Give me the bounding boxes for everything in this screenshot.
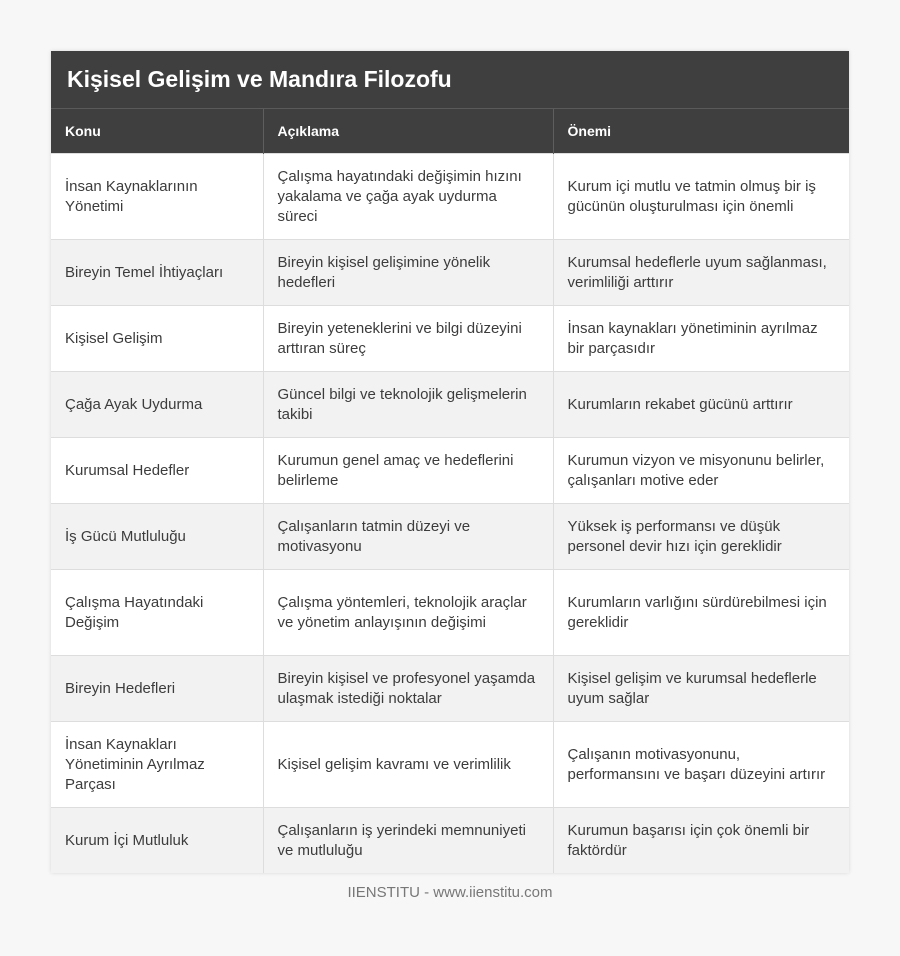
table-row xyxy=(51,808,849,874)
header-row xyxy=(51,109,849,154)
cell-onemi: Kişisel gelişim ve kurumsal hedeflerle uyum sağlar xyxy=(553,656,849,722)
data-table xyxy=(51,109,849,873)
table-row xyxy=(51,154,849,240)
cell-onemi: Kurum içi mutlu ve tatmin olmuş bir iş gücünün oluşturulması için önemli xyxy=(553,154,849,240)
cell-konu: Kurumsal Hedefler xyxy=(51,438,263,504)
cell-konu: Kurum İçi Mutluluk xyxy=(51,808,263,874)
table-row xyxy=(51,722,849,808)
cell-aciklama: Bireyin kişisel ve profesyonel yaşamda ulaşmak istediği noktalar xyxy=(263,656,553,722)
cell-konu: Bireyin Temel İhtiyaçları xyxy=(51,240,263,306)
column-header-onemi: Önemi xyxy=(553,109,849,154)
table-row xyxy=(51,570,849,656)
cell-konu: İnsan Kaynaklarının Yönetimi xyxy=(51,154,263,240)
table-row xyxy=(51,656,849,722)
cell-aciklama: Çalışma yöntemleri, teknolojik araçlar ve yönetim anlayışının değişimi xyxy=(263,570,553,656)
cell-onemi: Kurumların varlığını sürdürebilmesi için gereklidir xyxy=(553,570,849,656)
cell-konu: Çağa Ayak Uydurma xyxy=(51,372,263,438)
cell-aciklama: Kurumun genel amaç ve hedeflerini belirleme xyxy=(263,438,553,504)
cell-aciklama: Bireyin yeteneklerini ve bilgi düzeyini arttıran süreç xyxy=(263,306,553,372)
column-header-konu: Konu xyxy=(51,109,263,154)
table-row xyxy=(51,240,849,306)
cell-aciklama: Çalışma hayatındaki değişimin hızını yakalama ve çağa ayak uydurma süreci xyxy=(263,154,553,240)
table-header xyxy=(51,109,849,154)
cell-onemi: Kurumun vizyon ve misyonunu belirler, çalışanları motive eder xyxy=(553,438,849,504)
table-row xyxy=(51,438,849,504)
table-row xyxy=(51,372,849,438)
cell-onemi: Yüksek iş performansı ve düşük personel devir hızı için gereklidir xyxy=(553,504,849,570)
cell-onemi: Kurumun başarısı için çok önemli bir faktördür xyxy=(553,808,849,874)
cell-aciklama: Kişisel gelişim kavramı ve verimlilik xyxy=(263,722,553,808)
cell-konu: Kişisel Gelişim xyxy=(51,306,263,372)
cell-konu: İş Gücü Mutluluğu xyxy=(51,504,263,570)
cell-konu: İnsan Kaynakları Yönetiminin Ayrılmaz Parçası xyxy=(51,722,263,808)
table-body xyxy=(51,154,849,874)
cell-konu: Çalışma Hayatındaki Değişim xyxy=(51,570,263,656)
cell-onemi: İnsan kaynakları yönetiminin ayrılmaz bir parçasıdır xyxy=(553,306,849,372)
table-row xyxy=(51,306,849,372)
cell-aciklama: Çalışanların iş yerindeki memnuniyeti ve mutluluğu xyxy=(263,808,553,874)
table-title: Kişisel Gelişim ve Mandıra Filozofu xyxy=(51,51,849,109)
table-row xyxy=(51,504,849,570)
cell-onemi: Çalışanın motivasyonunu, performansını ve başarı düzeyini artırır xyxy=(553,722,849,808)
cell-onemi: Kurumsal hedeflerle uyum sağlanması, verimliliği arttırır xyxy=(553,240,849,306)
data-table-card xyxy=(51,51,849,873)
column-header-aciklama: Açıklama xyxy=(263,109,553,154)
cell-aciklama: Çalışanların tatmin düzeyi ve motivasyonu xyxy=(263,504,553,570)
footer-credit: IIENSTITU - www.iienstitu.com xyxy=(347,884,553,901)
cell-konu: Bireyin Hedefleri xyxy=(51,656,263,722)
cell-aciklama: Bireyin kişisel gelişimine yönelik hedefleri xyxy=(263,240,553,306)
cell-onemi: Kurumların rekabet gücünü arttırır xyxy=(553,372,849,438)
cell-aciklama: Güncel bilgi ve teknolojik gelişmelerin takibi xyxy=(263,372,553,438)
